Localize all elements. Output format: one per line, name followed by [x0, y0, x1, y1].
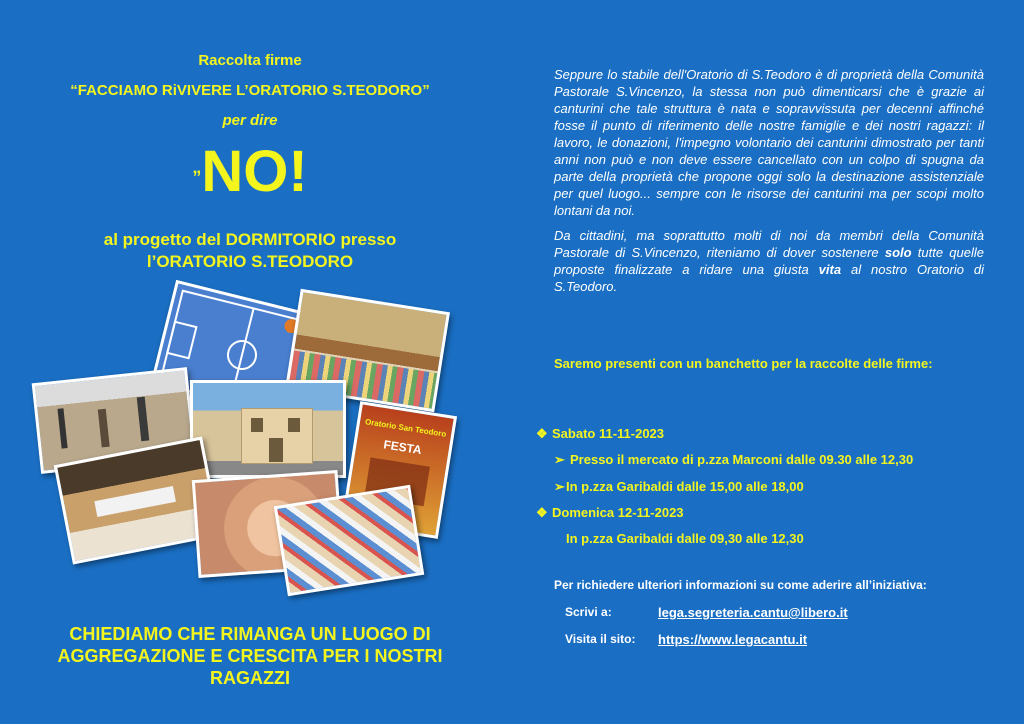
title-line-1: Raccolta firme	[198, 52, 302, 69]
no-headline	[0, 138, 500, 205]
poster-title: Oratorio San Teodoro	[364, 417, 447, 439]
paragraph-2	[554, 227, 984, 295]
poster-festa: FESTA	[382, 437, 423, 458]
arrow-bullet-icon: ➢	[554, 452, 565, 467]
saturday-afternoon-text: In p.zza Garibaldi dalle 15,00 alle 18,00	[566, 479, 804, 494]
sunday-date: Domenica 12-11-2023	[552, 505, 684, 520]
p2-bold-solo: solo	[884, 245, 912, 260]
statement-text	[554, 66, 984, 303]
announcement: Saremo presenti con un banchetto per la raccolte delle firme:	[554, 356, 933, 371]
p2-bold-vita: vita	[818, 262, 842, 277]
diamond-bullet-icon: ❖	[536, 505, 548, 520]
subtitle-line-1: al progetto del DORMITORIO presso	[103, 230, 397, 249]
p2-part1: Da cittadini, ma soprattutto molti di noi da membri della Comunità Pastorale di S.Vincenzo, riteniamo di dover sostenere	[554, 228, 984, 260]
diamond-bullet-icon: ❖	[536, 426, 548, 441]
contact-info: Per richiedere ulteriori informazioni su come aderire all’iniziativa:	[554, 578, 927, 592]
schedule-sunday	[536, 505, 684, 521]
footer-line-3: RAGAZZI	[210, 668, 290, 688]
saturday-morning-text: Presso il mercato di p.zza Marconi dalle 09.30 alle 12,30	[570, 452, 914, 467]
sunday-morning-text: In p.zza Garibaldi dalle 09,30 alle 12,30	[566, 531, 804, 546]
site-link[interactable]: https://www.legacantu.it	[658, 632, 808, 647]
site-label: Visita il sito:	[565, 632, 636, 646]
schedule-saturday-afternoon	[554, 479, 804, 495]
email-label: Scrivi a:	[565, 605, 612, 619]
schedule-saturday-morning	[554, 452, 913, 468]
saturday-date: Sabato 11-11-2023	[552, 426, 665, 441]
arrow-bullet-icon: ➢	[554, 479, 565, 494]
photo-oratorio-house	[190, 380, 346, 478]
footer-line-1: CHIEDIAMO CHE RIMANGA UN LUOGO DI	[69, 624, 431, 644]
title-line-2: “FACCIAMO RiVIVERE L’ORATORIO S.TEODORO”	[70, 82, 430, 99]
no-word: NO!	[201, 139, 308, 204]
email-link[interactable]: lega.segreteria.cantu@libero.it	[658, 605, 848, 620]
footer-appeal	[0, 623, 500, 689]
no-quote-mark: „	[192, 157, 202, 177]
paragraph-1: Seppure lo stabile dell'Oratorio di S.Teodoro è di proprietà della Comunità Pastorale S.Vincenzo, la stessa non può dimenticarsi che è grazie ai canturini che tale struttura è nata e sopravvissuta per decenni affinché fosse il punto di riferimento delle nostre famiglie e dei nostri ragazzi: il lavoro, le donazioni, l'impegno volontario dei canturini dimostrato per tanti anni non può e non deve essere cancellato con un colpo di spugna da parte della proprietà che propone oggi solo la destinazione assistenziale per quel luogo... sempre con le risorse dei canturini ma per scopi molto lontani da noi.	[554, 67, 984, 218]
title-line-3: per dire	[222, 112, 278, 129]
p2-part2: tutte quelle proposte finalizzate a ridare una giusta	[554, 245, 985, 277]
p2-part3: al nostro Oratorio di S.Teodoro.	[554, 262, 984, 294]
subtitle-line-2: l’ORATORIO S.TEODORO	[146, 252, 354, 271]
schedule-saturday	[536, 426, 664, 442]
photo-collage	[30, 290, 450, 590]
schedule-sunday-morning	[554, 531, 804, 546]
footer-line-2: AGGREGAZIONE E CRESCITA PER I NOSTRI	[57, 646, 443, 666]
